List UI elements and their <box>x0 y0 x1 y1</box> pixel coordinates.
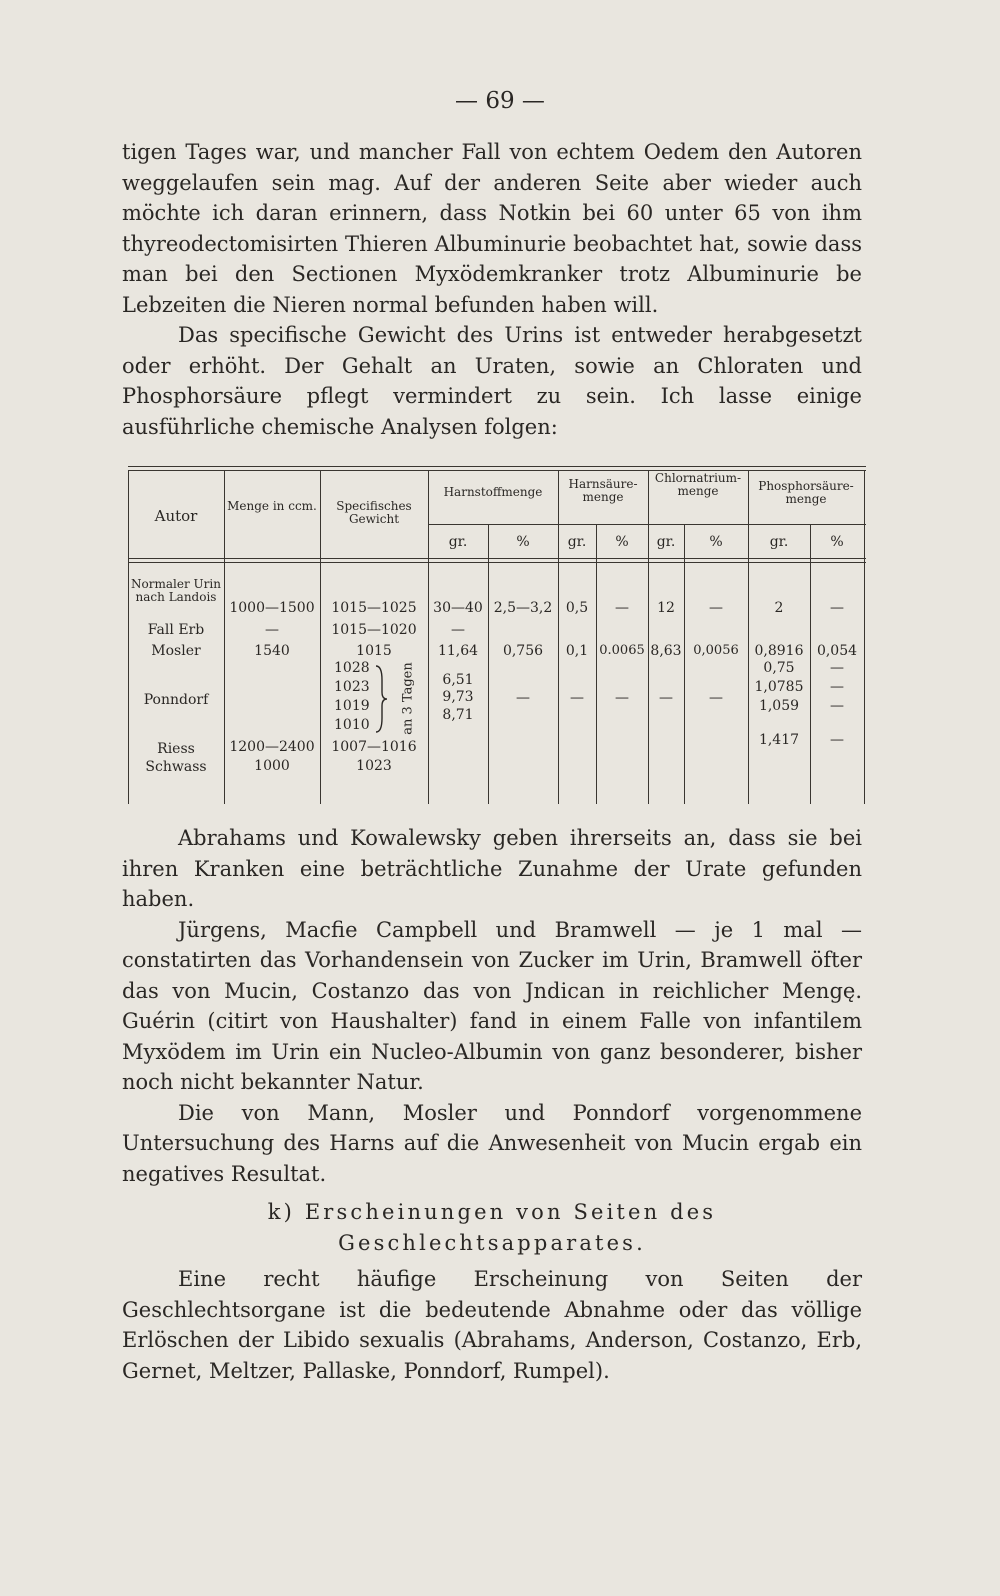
cell-ph-pct: 0,054 <box>816 643 858 659</box>
paragraph-6: Eine recht häufige Erscheinung von Seiten der Geschlechtsorgane ist die bedeutende Abnahme oder das völlige Erlöschen der Libido sexualis (Abrahams, Anderson, Costanzo, Erb, Gernet, Meltzer, Pallaske, Ponndorf, Rumpel). <box>122 1267 862 1383</box>
subheader-pct: % <box>516 534 530 550</box>
rotated-label: an 3 Tagen <box>400 662 416 735</box>
cell-ph-gr: 0,8916 <box>754 643 804 659</box>
cell-menge: 1200—2400 <box>229 739 315 755</box>
cell-gewicht: 1023 <box>356 758 392 774</box>
paragraph-2: Das specifische Gewicht des Urins ist entweder herabgesetzt oder erhöht. Der Gehalt an Uraten, sowie an Chloraten und Phosphorsäure pflegt vermindert zu sein. Ich lasse einige ausführliche chemische Analysen folgen: <box>122 323 862 439</box>
cell-menge: 1540 <box>254 643 290 659</box>
cell-hsa-gr: 0,5 <box>565 600 589 616</box>
cell-cl-gr: 12 <box>657 600 675 616</box>
cell-hs-gr: 11,64 <box>437 643 479 659</box>
cell-ph-pct: — <box>830 660 844 676</box>
subheader-gr: gr. <box>567 534 587 550</box>
cell-hs-gr: — <box>451 622 465 638</box>
cell-ph-pct: — <box>830 679 844 695</box>
cell-gewicht: 1023 <box>334 679 370 695</box>
paragraph-3: Abrahams und Kowalewsky geben ihrerseits an, dass sie bei ihren Kranken eine beträchtliche Zunahme der Urate gefunden haben. <box>122 826 862 911</box>
cell-gewicht: 1007—1016 <box>331 739 417 755</box>
cell-cl-pct: — <box>709 690 723 706</box>
subheader-pct: % <box>709 534 723 550</box>
cell-hs-pct: — <box>516 690 530 706</box>
cell-autor: Mosler <box>151 643 201 659</box>
paragraph-5: Die von Mann, Mosler und Ponndorf vorgenommene Untersuchung des Harns auf die Anwesenheit von Mucin ergab ein negatives Resultat. <box>122 1100 862 1186</box>
cell-ph-gr: 1,417 <box>758 732 800 748</box>
cell-autor: Schwass <box>145 759 207 775</box>
cell-cl-gr: 8,63 <box>650 643 682 659</box>
brace-icon <box>374 664 388 734</box>
cell-ph-gr: 2 <box>774 600 784 616</box>
header-chlor: Chlornatrium-menge <box>654 471 742 498</box>
cell-menge: — <box>265 622 279 638</box>
cell-autor: Fall Erb <box>147 622 205 638</box>
text-lower <box>122 823 862 1386</box>
cell-hs-pct: 0,756 <box>502 643 544 659</box>
subheader-gr: gr. <box>448 534 468 550</box>
cell-hs-gr: 8,71 <box>442 707 474 723</box>
header-harnsaeure: Harnsäure-menge <box>568 477 638 504</box>
cell-menge: 1000 <box>254 758 290 774</box>
page-number: — 69 — <box>455 88 545 114</box>
cell-gewicht: 1028 <box>334 660 370 676</box>
cell-autor: Ponndorf <box>143 692 209 708</box>
subheader-pct: % <box>830 534 844 550</box>
cell-hs-gr: 9,73 <box>442 689 474 705</box>
cell-hsa-pct: — <box>615 690 629 706</box>
subheader-gr: gr. <box>769 534 789 550</box>
cell-hsa-gr: 0,1 <box>565 643 589 659</box>
cell-gewicht: 1010 <box>334 717 370 733</box>
cell-cl-pct: — <box>709 600 723 616</box>
header-harnstoff: Harnstoffmenge <box>443 485 543 499</box>
text-upper <box>122 137 862 442</box>
cell-ph-pct: — <box>830 600 844 616</box>
cell-hs-pct: 2,5—3,2 <box>493 600 553 616</box>
cell-autor: Riess <box>157 741 195 757</box>
cell-ph-pct: — <box>830 732 844 748</box>
subheader-gr: gr. <box>656 534 676 550</box>
header-autor: Autor <box>154 507 198 525</box>
section-heading: k) Erscheinungen von Seiten des Geschlechtsapparates. <box>267 1200 717 1255</box>
cell-hsa-pct: 0.0065 <box>599 643 645 658</box>
urine-analysis-table <box>128 466 866 806</box>
paragraph-4: Jürgens, Macfie Campbell und Bramwell — je 1 mal — constatirten das Vorhandensein von Zucker im Urin, Bramwell öfter das von Mucin, Costanzo das von Jndican in reichlicher Mengę. Guérin (citirt von Haushalter) fand in einem Falle von infantilem Myxödem im Urin ein Nucleo-Albumin von ganz besonderer, bisher noch nicht bekannter Natur. <box>122 917 862 1094</box>
header-gewicht: Specifisches Gewicht <box>336 499 412 526</box>
cell-gewicht: 1015—1025 <box>331 600 417 616</box>
header-phosphor: Phosphorsäure-menge <box>758 479 854 506</box>
cell-menge: 1000—1500 <box>229 600 315 616</box>
cell-hs-gr: 30—40 <box>433 600 483 616</box>
cell-hsa-pct: — <box>615 600 629 616</box>
header-menge: Menge in ccm. <box>227 499 317 513</box>
cell-ph-gr: 1,0785 <box>754 679 804 695</box>
cell-gewicht: 1015—1020 <box>331 622 417 638</box>
cell-autor: Normaler Urin nach Landois <box>131 577 221 604</box>
cell-ph-gr: 1,059 <box>758 698 800 714</box>
cell-ph-gr: 0,75 <box>763 660 795 676</box>
cell-hsa-gr: — <box>570 690 584 706</box>
cell-hs-gr: 6,51 <box>442 672 474 688</box>
cell-gewicht: 1019 <box>334 698 370 714</box>
cell-cl-pct: 0,0056 <box>693 643 739 658</box>
subheader-pct: % <box>615 534 629 550</box>
cell-gewicht: 1015 <box>356 643 392 659</box>
cell-ph-pct: — <box>830 698 844 714</box>
cell-cl-gr: — <box>659 690 673 706</box>
paragraph-1: tigen Tages war, und mancher Fall von echtem Oedem den Autoren weggelaufen sein mag. Auf der anderen Seite aber wieder auch möchte ich daran erinnern, dass Notkin bei 60 unter 65 von ihm thyreodectomisirten Thieren Albuminurie beobachtet hat, sowie dass man bei den Sectionen Myxödemkranker trotz Albuminurie be Lebzeiten die Nieren normal befunden haben will. <box>122 140 862 317</box>
